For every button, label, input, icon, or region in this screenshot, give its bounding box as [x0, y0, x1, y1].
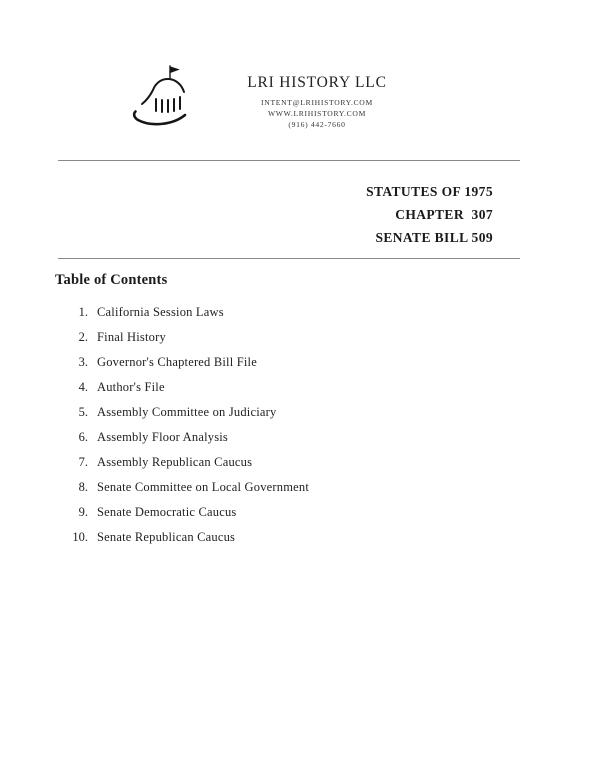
statutes-year: STATUTES OF 1975 — [366, 184, 493, 199]
toc-item-label: Senate Committee on Local Government — [97, 480, 310, 494]
toc-item — [58, 305, 309, 330]
toc-item — [58, 380, 309, 405]
toc-item-number: 6. — [78, 430, 88, 444]
chapter-number: CHAPTER 307 — [395, 207, 493, 222]
toc-item-number: 2. — [78, 330, 88, 344]
toc-item-label: Governor's Chaptered Bill File — [97, 355, 257, 369]
toc-item-label: Senate Democratic Caucus — [97, 505, 237, 519]
toc-item-label: Assembly Committee on Judiciary — [97, 405, 277, 419]
toc-item — [58, 405, 309, 430]
toc-item-label: Final History — [97, 330, 166, 344]
toc-item — [58, 330, 309, 355]
toc-item-number: 1. — [78, 305, 88, 319]
letterhead — [0, 62, 600, 142]
bill-number: SENATE BILL 509 — [375, 230, 493, 245]
company-phone: (916) 442-7660 — [288, 120, 346, 129]
company-info — [222, 62, 412, 130]
capitol-dome-logo-icon — [128, 62, 200, 142]
toc-item-number: 9. — [78, 505, 88, 519]
toc-item-number: 5. — [78, 405, 88, 419]
company-name: LRI HISTORY LLC — [247, 74, 387, 91]
toc-item-number: 10. — [72, 530, 88, 544]
statute-reference — [366, 180, 493, 249]
toc-item-label: Assembly Floor Analysis — [97, 430, 228, 444]
toc-item — [58, 480, 309, 505]
toc-item-number: 8. — [78, 480, 88, 494]
toc-item — [58, 355, 309, 380]
toc-item-label: Assembly Republican Caucus — [97, 455, 253, 469]
toc-item-label: Author's File — [97, 380, 165, 394]
toc-item — [58, 455, 309, 480]
divider-bottom — [58, 258, 520, 259]
toc-title: Table of Contents — [55, 272, 168, 288]
toc-item-label: California Session Laws — [97, 305, 224, 319]
divider-top — [58, 160, 520, 161]
toc-item — [58, 530, 309, 555]
toc-item — [58, 505, 309, 530]
toc-item-number: 7. — [78, 455, 88, 469]
toc-list — [58, 305, 309, 555]
toc-item-number: 4. — [78, 380, 88, 394]
toc-item-number: 3. — [78, 355, 88, 369]
toc-item-label: Senate Republican Caucus — [97, 530, 236, 544]
toc-item — [58, 430, 309, 455]
company-website: WWW.LRIHISTORY.COM — [267, 109, 367, 118]
company-email: INTENT@LRIHISTORY.COM — [261, 98, 373, 107]
